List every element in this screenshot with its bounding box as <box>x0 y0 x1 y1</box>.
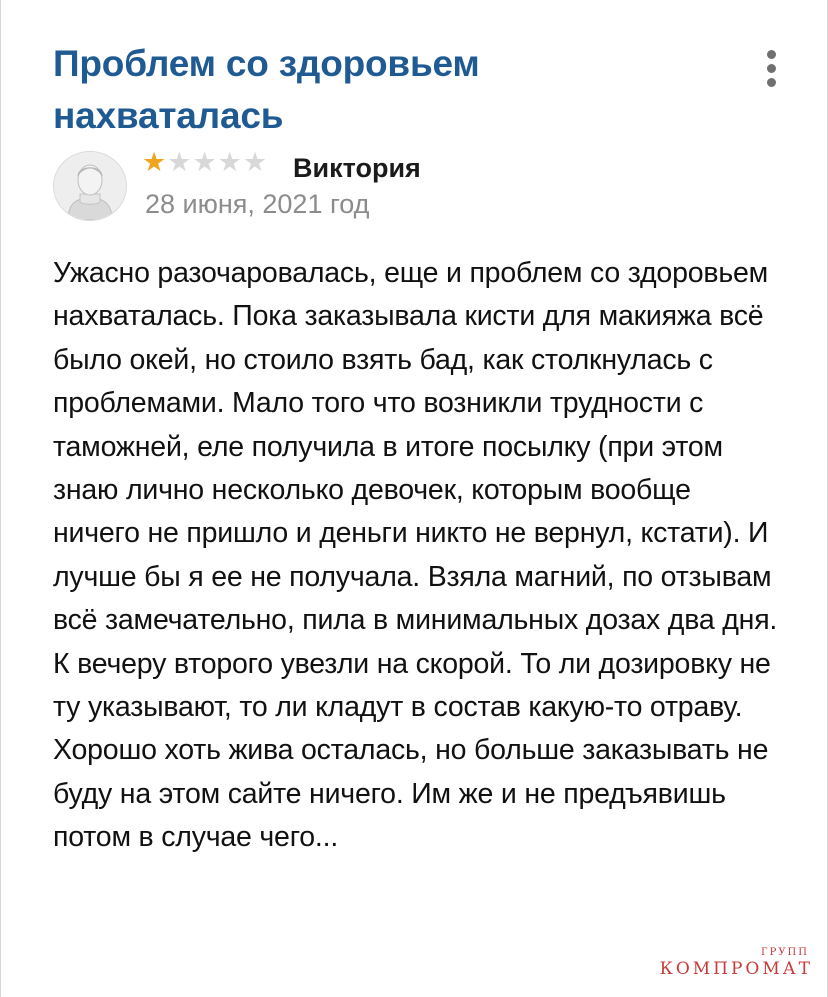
watermark-small-text: ГРУПП <box>760 947 809 958</box>
more-options-button[interactable] <box>757 44 785 92</box>
review-date: 28 июня, 2021 год <box>145 189 370 219</box>
default-user-avatar-icon <box>54 152 126 220</box>
star-icon: ★ <box>167 147 192 178</box>
star-icon: ★ <box>192 147 217 178</box>
watermark-logo <box>660 947 813 979</box>
vertical-dots-icon <box>767 64 776 73</box>
rating-stars <box>142 148 267 178</box>
author-name: Виктория <box>293 153 421 183</box>
star-icon: ★ <box>242 147 268 178</box>
star-icon: ★ <box>217 147 242 178</box>
vertical-dots-icon <box>767 78 776 87</box>
review-text: Ужасно разочаровалась, еще и проблем со здоровьем нахваталась. Пока заказывала кисти для макияжа всё было окей, но стоило взять бад, как столкнулась с проблемами. Мало того что возникли трудности с таможней, еле получила в итоге посылку (при этом знаю лично несколько девочек, которым вообще ничего не пришло и деньги никто не вернул, кстати). И лучше бы я ее не получала. Взяла магний, по отзывам всё замечательно, пила в минимальных дозах два дня. К вечеру второго увезли на скорой. То ли дозировку не ту указывают, то ли кладут в состав какую-то отраву. Хорошо хоть жива осталась, но больше заказывать не буду на этом сайте ничего. Им же и не предъявишь потом в случае чего... <box>53 257 778 854</box>
avatar <box>53 151 127 221</box>
watermark-main-text: КОМПРОМАТ <box>659 959 813 979</box>
review-title: Проблем со здоровьем нахваталась <box>53 43 480 136</box>
star-icon: ★ <box>142 147 167 178</box>
vertical-dots-icon <box>767 50 776 59</box>
